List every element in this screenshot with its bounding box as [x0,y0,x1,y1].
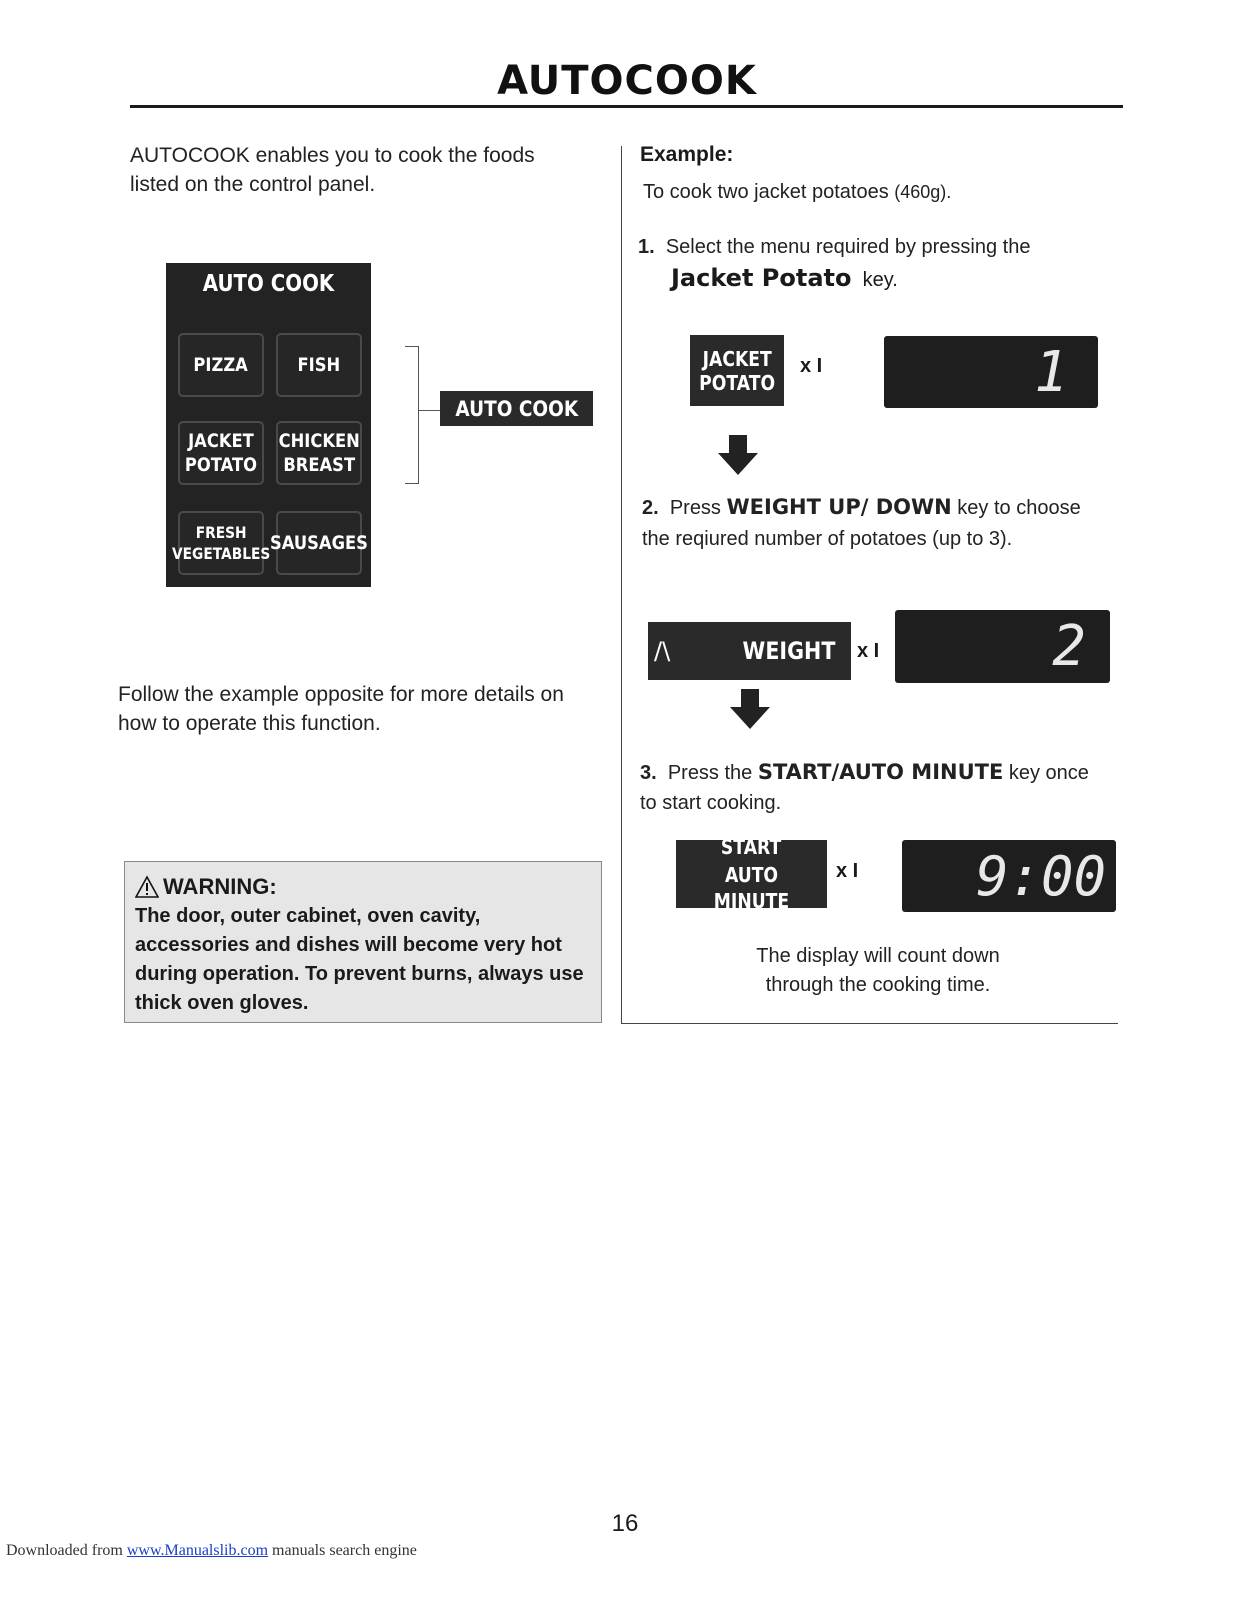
jacket-potato-key[interactable]: JACKET POTATO [178,421,264,485]
example-bottom-rule [621,1023,1118,1024]
step-3-text: 3. Press the START/AUTO MINUTE key once to start cooking. [640,760,1089,814]
bracket [405,346,419,484]
auto-cook-label: AUTO COOK [440,391,593,426]
bracket-connector [418,410,440,411]
multiplier-2: x I [857,640,880,662]
control-panel [166,263,371,587]
title-divider [130,105,1123,108]
multiplier-1: x I [800,355,823,377]
jacket-potato-button[interactable]: JACKET POTATO [690,335,784,406]
step-1-key-line: Jacket Potato key. [671,264,898,292]
sausages-key[interactable]: SAUSAGES [276,511,362,575]
example-subtitle: To cook two jacket potatoes (460g). [643,181,952,203]
page-number: 16 [611,1510,639,1537]
weight-button[interactable]: /\ WEIGHT [648,622,851,680]
step-1-line: 1. Select the menu required by pressing the [638,236,1031,258]
display-1: 1 [884,336,1098,408]
display-3: 9:00 [902,840,1116,912]
intro-text: AUTOCOOK enables you to cook the foods listed on the control panel. [130,144,535,196]
pizza-key[interactable]: PIZZA [178,333,264,397]
warning-heading [135,874,277,900]
panel-title: AUTO COOK [202,271,335,297]
warning-title: WARNING: [163,874,277,899]
fish-key[interactable]: FISH [276,333,362,397]
warning-triangle-icon [135,875,159,899]
page-title: AUTOCOOK [497,58,757,104]
arrow-down-icon [730,689,770,729]
up-arrow-icon: /\ [654,637,671,665]
column-divider [621,146,622,1024]
warning-box [124,861,602,1023]
manualslib-link[interactable]: www.Manualslib.com [126,1542,269,1559]
warning-text: The door, outer cabinet, oven cavity, accessories and dishes will become very hot during operation. To prevent burns, always use thick oven gloves. [135,905,584,1014]
follow-text: Follow the example opposite for more details on how to operate this function. [118,683,564,735]
footer: Downloaded from www.Manualslib.com manuals search engine [6,1542,417,1559]
start-auto-minute-button[interactable]: START AUTO MINUTE [676,840,827,908]
chicken-breast-key[interactable]: CHICKEN BREAST [276,421,362,485]
fresh-vegetables-key[interactable]: FRESH VEGETABLES [178,511,264,575]
multiplier-3: x I [836,860,859,882]
example-heading: Example: [640,143,734,166]
arrow-down-icon [718,435,758,475]
display-2: 2 [895,610,1110,683]
countdown-note: The display will count down through the cooking time. [756,945,1000,996]
step-2-text: 2. Press WEIGHT UP/ DOWN key to choose the reqiured number of potatoes (up to 3). [642,495,1081,550]
